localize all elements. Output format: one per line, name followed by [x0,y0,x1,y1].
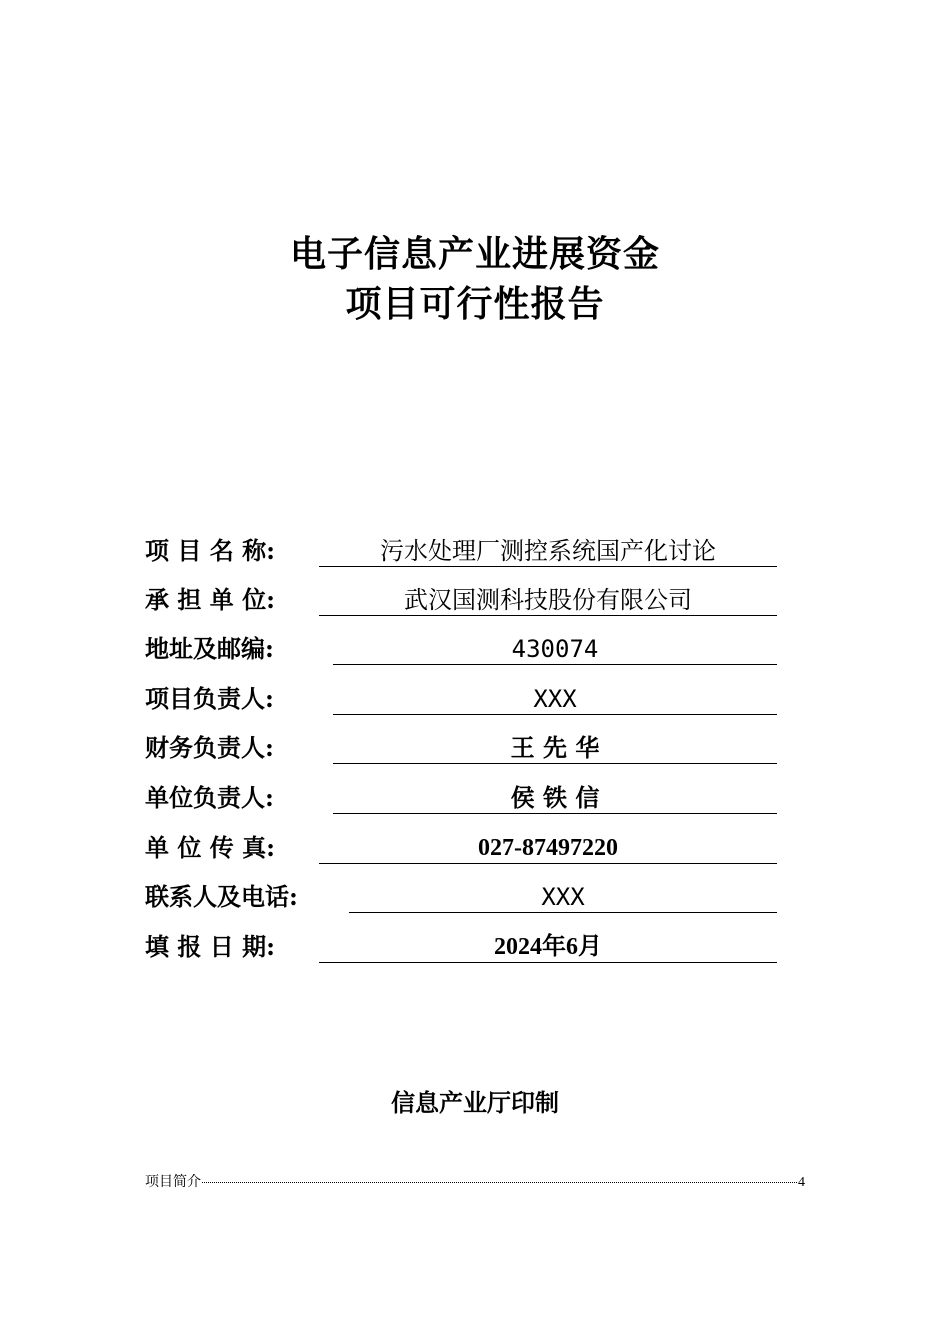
printer-name: 信息产业厅印制 [391,1088,559,1117]
field-value: XXX [333,684,777,715]
field-label: 财务负责人: [145,733,274,762]
field-label: 地址及邮编: [145,634,274,663]
field-value: 王 先 华 [333,733,777,764]
field-report-date [145,932,777,968]
toc-entry-label: 项目简介 [145,1175,201,1190]
field-address-postcode [145,634,777,670]
toc-page-number: 4 [798,1175,805,1190]
field-value: 侯 铁 信 [333,783,777,814]
field-value: 武汉国测科技股份有限公司 [319,585,777,616]
field-contact-phone [145,882,777,918]
field-label: 联系人及电话: [145,882,298,911]
document-title-line-2: 项目可行性报告 [345,283,605,325]
field-value: 027-87497220 [319,833,777,864]
field-label: 填 报 日 期: [145,932,275,961]
field-value: 430074 [333,634,777,665]
field-project-leader [145,684,777,720]
field-value: XXX [349,882,777,913]
field-finance-leader [145,733,777,769]
field-value: 污水处理厂测控系统国产化讨论 [319,536,777,567]
field-value: 2024年6月 [319,932,777,963]
document-title-line-1: 电子信息产业进展资金 [289,233,660,275]
toc-entry[interactable] [145,1174,805,1192]
field-label: 项 目 名 称: [145,536,275,565]
field-label: 单位负责人: [145,783,274,812]
field-label: 承 担 单 位: [145,585,275,614]
field-label: 项目负责人: [145,684,274,713]
field-label: 单 位 传 真: [145,833,275,862]
field-unit-fax [145,833,777,869]
field-project-name [145,536,777,572]
field-undertaking-unit [145,585,777,621]
field-unit-leader [145,783,777,819]
toc-dot-leader [202,1182,797,1183]
